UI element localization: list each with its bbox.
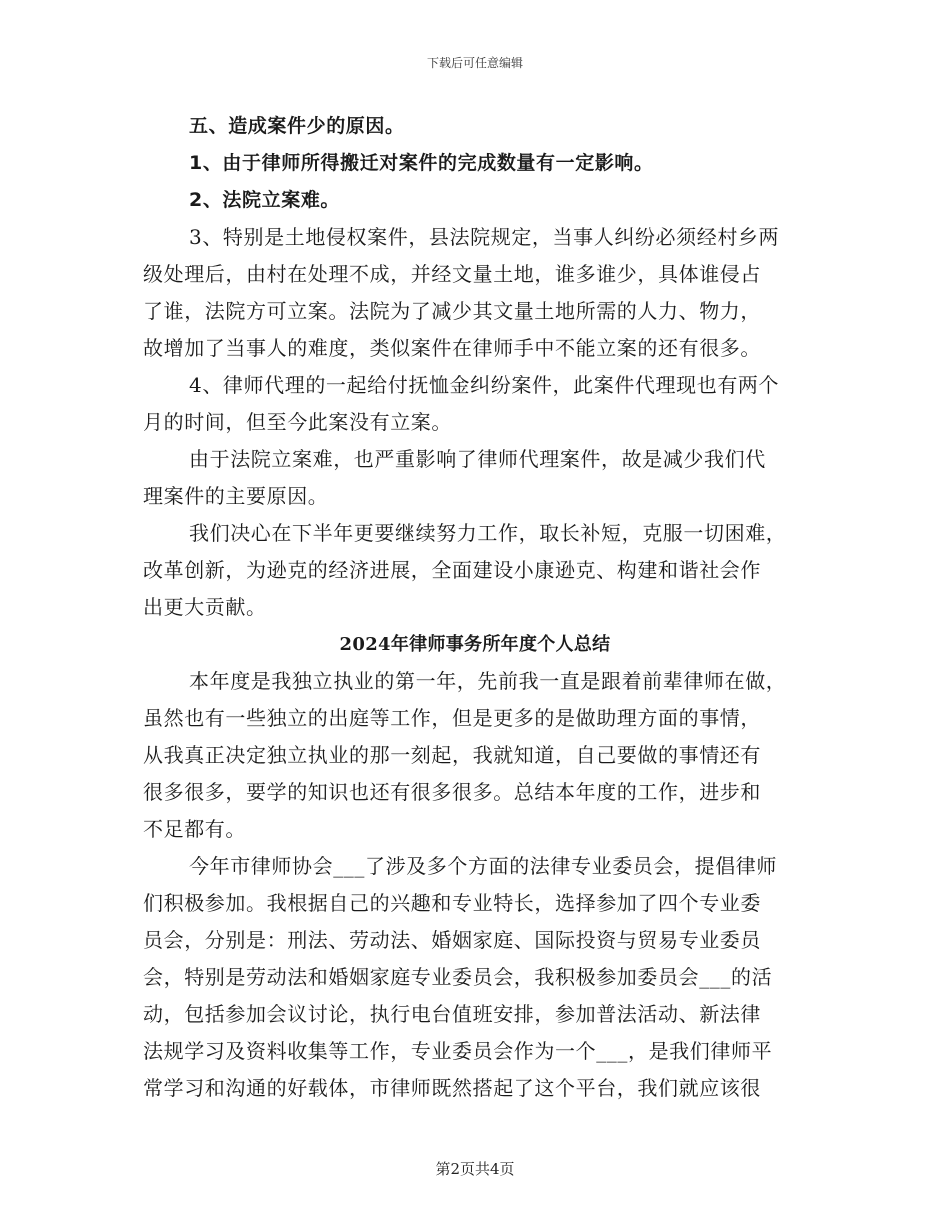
paragraph-line: 改革创新，为逊克的经济进展，全面建设小康逊克、构建和谐社会作 xyxy=(143,558,761,582)
reason-item-2: 2、法院立案难。 xyxy=(189,189,341,211)
paragraph-line: 故增加了当事人的难度，类似案件在律师手中不能立案的还有很多。 xyxy=(143,336,761,360)
paragraph-line: 由于法院立案难，也严重影响了律师代理案件，故是减少我们代 xyxy=(189,447,766,471)
paragraph-line: 出更大贡献。 xyxy=(143,595,267,619)
paragraph-line: 不足都有。 xyxy=(143,817,246,841)
paragraph-line: 们积极参加。我根据自己的兴趣和专业特长，选择参加了四个专业委 xyxy=(143,891,761,915)
paragraph-line: 从我真正决定独立执业的那一刻起，我就知道，自己要做的事情还有 xyxy=(143,743,761,767)
document-title: 2024年律师事务所年度个人总结 xyxy=(339,634,611,655)
paragraph-line: 3、特别是土地侵权案件，县法院规定，当事人纠纷必须经村乡两 xyxy=(189,225,780,249)
paragraph-line: 虽然也有一些独立的出庭等工作，但是更多的是做助理方面的事情， xyxy=(143,706,761,730)
paragraph-line: 理案件的主要原因。 xyxy=(143,484,329,508)
page-header-note: 下载后可任意编辑 xyxy=(426,56,523,70)
paragraph-line: 法规学习及资料收集等工作，专业委员会作为一个___，是我们律师平 xyxy=(143,1039,773,1063)
paragraph-line: 常学习和沟通的好载体，市律师既然搭起了这个平台，我们就应该很 xyxy=(143,1076,761,1100)
document-body xyxy=(143,108,807,1107)
section-heading-reasons: 五、造成案件少的原因。 xyxy=(189,115,405,137)
paragraph-line: 了谁，法院方可立案。法院为了减少其文量土地所需的人力、物力， xyxy=(143,299,761,323)
paragraph-line: 会，特别是劳动法和婚姻家庭专业委员会，我积极参加委员会___的活 xyxy=(143,965,773,989)
paragraph-line: 级处理后，由村在处理不成，并经文量土地，谁多谁少，具体谁侵占 xyxy=(143,262,761,286)
paragraph-line: 月的时间，但至今此案没有立案。 xyxy=(143,410,452,434)
paragraph-line: 本年度是我独立执业的第一年，先前我一直是跟着前辈律师在做， xyxy=(189,669,787,693)
paragraph-line: 很多很多，要学的知识也还有很多很多。总结本年度的工作，进步和 xyxy=(143,780,761,804)
paragraph-line: 员会，分别是：刑法、劳动法、婚姻家庭、国际投资与贸易专业委员 xyxy=(143,928,761,952)
paragraph-line: 4、律师代理的一起给付抚恤金纠纷案件，此案件代理现也有两个 xyxy=(189,373,780,397)
paragraph-line: 我们决心在下半年更要继续努力工作，取长补短，克服一切困难， xyxy=(189,521,787,545)
paragraph-line: 动，包括参加会议讨论，执行电台值班安排，参加普法活动、新法律 xyxy=(143,1002,761,1026)
paragraph-line: 今年市律师协会___了涉及多个方面的法律专业委员会，提倡律师 xyxy=(189,854,777,878)
reason-item-1: 1、由于律师所得搬迁对案件的完成数量有一定影响。 xyxy=(189,152,654,174)
page-number: 第2页共4页 xyxy=(435,1160,515,1178)
